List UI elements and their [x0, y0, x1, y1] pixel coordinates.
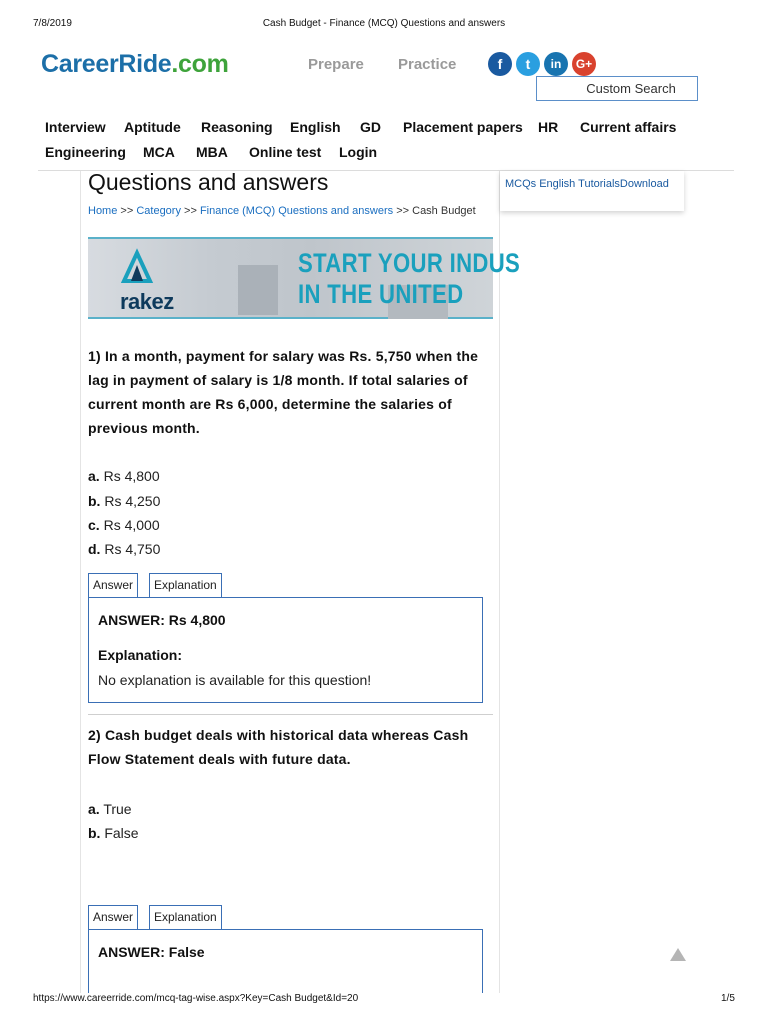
nav-english[interactable]: English	[290, 119, 341, 135]
print-date: 7/8/2019	[33, 18, 72, 29]
q1-option-d[interactable]	[88, 541, 160, 557]
breadcrumb-home[interactable]: Home	[88, 205, 118, 217]
twitter-icon[interactable]: t	[516, 52, 540, 76]
option-letter: b.	[88, 493, 101, 509]
sidebar-links-box	[500, 171, 684, 211]
nav-engineering[interactable]: Engineering	[45, 144, 126, 160]
option-text: Rs 4,800	[103, 468, 160, 484]
sidebar-links[interactable]: MCQs English TutorialsDownload	[505, 178, 669, 190]
nav-mba[interactable]: MBA	[196, 144, 228, 160]
ad-banner[interactable]	[88, 237, 521, 319]
page-title: Questions and answers	[88, 169, 329, 195]
question-separator	[88, 714, 493, 715]
q1-option-b[interactable]	[88, 493, 160, 509]
option-letter: a.	[88, 468, 100, 484]
logo-part-1: CareerRide	[41, 50, 172, 78]
breadcrumb-finance[interactable]: Finance (MCQ) Questions and answers	[199, 205, 394, 217]
print-url: https://www.careerride.com/mcq-tag-wise.aspx?Key=Cash Budget&Id=20	[33, 993, 359, 1004]
nav-practice[interactable]: Practice	[398, 56, 457, 73]
google-plus-icon[interactable]: G+	[572, 52, 596, 76]
site-logo[interactable]	[41, 50, 229, 79]
ad-headline-2: IN THE UNITED	[298, 279, 464, 309]
print-header	[0, 18, 768, 32]
question-2-text: 2) Cash budget deals with historical data whereas Cash Flow Statement deals with future data.	[88, 727, 469, 767]
scroll-top-icon[interactable]	[670, 948, 686, 961]
nav-mca[interactable]: MCA	[143, 144, 175, 160]
nav-interview[interactable]: Interview	[45, 119, 106, 135]
print-page-number: 1/5	[721, 993, 735, 1004]
custom-search-input[interactable]: Custom Search	[536, 76, 698, 101]
option-letter: a.	[88, 801, 100, 817]
nav-placement-papers[interactable]: Placement papers	[403, 119, 523, 135]
logo-part-2: .com	[171, 50, 229, 78]
breadcrumb	[88, 205, 476, 217]
option-text: Rs 4,250	[104, 493, 161, 509]
option-text: True	[103, 801, 132, 817]
option-letter: d.	[88, 541, 101, 557]
nav-gd[interactable]: GD	[360, 119, 381, 135]
option-letter: b.	[88, 825, 101, 841]
q1-answer-tab[interactable]: Answer	[88, 573, 138, 597]
option-letter: c.	[88, 517, 100, 533]
question-1-text: 1) In a month, payment for salary was Rs. 5,750 when the lag in payment of salary is 1/8 month. If total salaries of current month are Rs 6,000, determine the salaries of previous month.	[88, 348, 479, 436]
facebook-icon[interactable]: f	[488, 52, 512, 76]
ad-brand: rakez	[120, 289, 174, 314]
nav-reasoning[interactable]: Reasoning	[201, 119, 273, 135]
print-title: Cash Budget - Finance (MCQ) Questions and answers	[262, 18, 506, 29]
q2-answer-box	[88, 929, 483, 993]
q2-answer: ANSWER: False	[98, 944, 205, 960]
nav-current-affairs[interactable]: Current affairs	[580, 119, 677, 135]
option-text: False	[104, 825, 139, 841]
q2-explanation-tab[interactable]: Explanation	[149, 905, 222, 929]
breadcrumb-current: Cash Budget	[412, 205, 476, 217]
nav-hr[interactable]: HR	[538, 119, 559, 135]
option-text: Rs 4,000	[103, 517, 160, 533]
q2-option-a[interactable]	[88, 801, 132, 817]
q1-option-a[interactable]	[88, 468, 160, 484]
linkedin-icon[interactable]: in	[544, 52, 568, 76]
rakez-logo-icon	[122, 251, 152, 285]
q1-explanation-label: Explanation:	[98, 647, 183, 663]
q2-answer-tab[interactable]: Answer	[88, 905, 138, 929]
q2-option-b[interactable]	[88, 825, 139, 841]
option-text: Rs 4,750	[104, 541, 161, 557]
breadcrumb-sep: >>	[120, 205, 134, 217]
nav-aptitude[interactable]: Aptitude	[124, 119, 181, 135]
ad-headline-1: START YOUR INDUS	[298, 248, 521, 278]
q1-explanation-tab[interactable]: Explanation	[149, 573, 222, 597]
breadcrumb-sep: >>	[396, 205, 410, 217]
q1-answer: ANSWER: Rs 4,800	[98, 612, 226, 628]
breadcrumb-sep: >>	[184, 205, 197, 217]
nav-prepare[interactable]: Prepare	[308, 56, 364, 73]
nav-login[interactable]: Login	[339, 144, 378, 160]
breadcrumb-category[interactable]: Category	[136, 205, 181, 217]
q1-option-c[interactable]	[88, 517, 160, 533]
ad-bg-building	[238, 265, 278, 315]
nav-online-test[interactable]: Online test	[249, 144, 322, 160]
q1-explanation-text: No explanation is available for this question!	[98, 672, 372, 688]
